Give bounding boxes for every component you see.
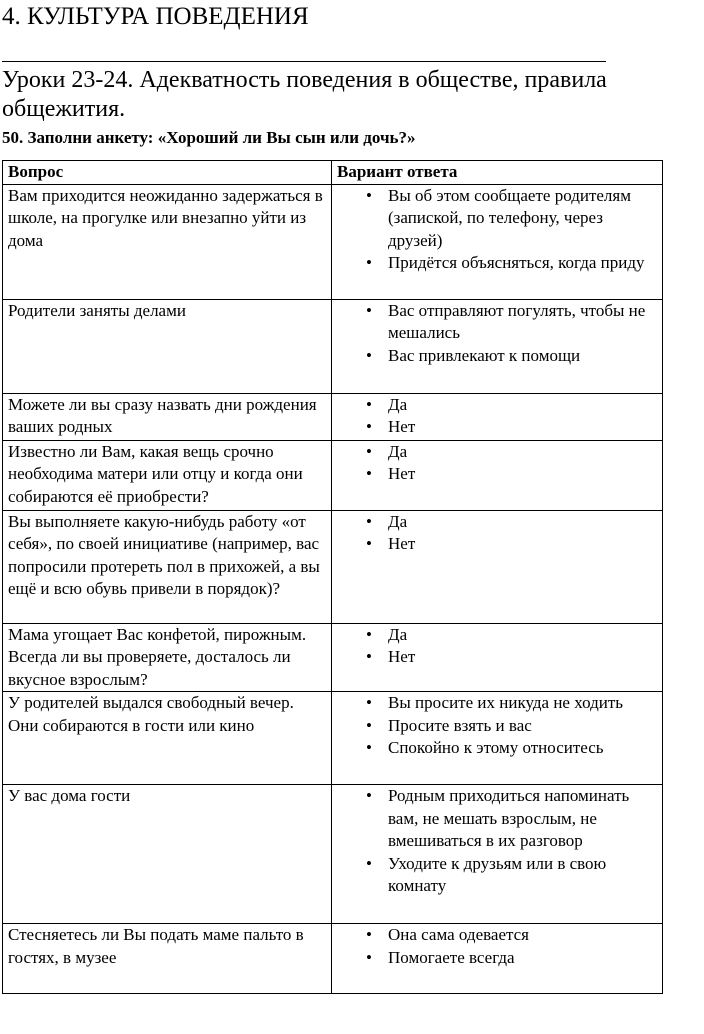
question-cell: Вы выполняете какую-нибудь работу «от себя», по своей инициативе (например, вас попросили протереть пол в прихожей, а вы ещё и всю обувь привели в порядок)? [3,510,332,623]
answer-option: • Нет [372,533,658,556]
answer-option: • Да [372,394,658,417]
task-heading: 50. Заполни анкету: «Хороший ли Вы сын или дочь?» [2,128,416,147]
table-row [3,299,663,393]
answer-option: • Вас привлекают к помощи [372,345,658,368]
answer-option: • Придётся объясняться, когда приду [372,252,658,275]
table-body [3,184,663,994]
answer-options-list [337,624,658,669]
answer-option: • Да [372,511,658,534]
answer-option: • Уходите к друзьям или в свою комнату [372,853,658,898]
answer-options-list [337,511,658,556]
answer-option: • Просите взять и вас [372,715,658,738]
table-row [3,184,663,299]
question-cell: У родителей выдался свободный вечер. Они собираются в гости или кино [3,692,332,785]
answer-option: • Вас отправляют погулять, чтобы не мешались [372,300,658,345]
answer-option: • Нет [372,463,658,486]
answer-options-list [337,692,658,760]
answer-cell [332,623,663,692]
survey-table [2,160,663,994]
answer-options-list [337,300,658,368]
answer-option: • Нет [372,416,658,439]
answer-options-list [337,924,658,969]
question-cell: У вас дома гости [3,785,332,924]
answer-option: • Вы об этом сообщаете родителям (запиской, по телефону, через друзей) [372,185,658,253]
answer-option: • Нет [372,646,658,669]
title-rule [2,61,606,62]
question-cell: Можете ли вы сразу назвать дни рождения ваших родных [3,393,332,440]
table-row [3,623,663,692]
lesson-title: Уроки 23-24. Адекватность поведения в обществе, правила общежития. [2,67,607,122]
table-row [3,510,663,623]
question-cell: Известно ли Вам, какая вещь срочно необходима матери или отцу и когда они собираются её приобрести? [3,440,332,510]
table-row [3,924,663,994]
answer-option: • Да [372,624,658,647]
answer-options-list [337,441,658,486]
answer-cell [332,924,663,994]
answer-cell [332,299,663,393]
answer-options-list [337,394,658,439]
table-row [3,440,663,510]
answer-cell [332,510,663,623]
answer-option: • Вы просите их никуда не ходить [372,692,658,715]
section-title: 4. КУЛЬТУРА ПОВЕДЕНИЯ [2,3,309,30]
answer-option: • Спокойно к этому относитесь [372,737,658,760]
answer-option: • Помогаете всегда [372,947,658,970]
question-cell: Стесняетесь ли Вы подать маме пальто в гостях, в музее [3,924,332,994]
answer-option: • Родным приходиться напоминать вам, не мешать взрослым, не вмешиваться в их разговор [372,785,658,853]
table-header-row [3,161,663,185]
answer-cell [332,440,663,510]
table-row [3,785,663,924]
answer-cell [332,393,663,440]
answer-options-list [337,185,658,275]
answer-options-list [337,785,658,898]
question-cell: Мама угощает Вас конфетой, пирожным. Всегда ли вы проверяете, досталось ли вкусное взрослым? [3,623,332,692]
question-cell: Вам приходится неожиданно задержаться в школе, на прогулке или внезапно уйти из дома [3,184,332,299]
answer-option: • Она сама одевается [372,924,658,947]
answer-option: • Да [372,441,658,464]
answer-cell [332,785,663,924]
table-row [3,692,663,785]
header-question: Вопрос [3,161,332,185]
answer-cell [332,184,663,299]
answer-cell [332,692,663,785]
table-row [3,393,663,440]
header-answer: Вариант ответа [332,161,663,185]
question-cell: Родители заняты делами [3,299,332,393]
